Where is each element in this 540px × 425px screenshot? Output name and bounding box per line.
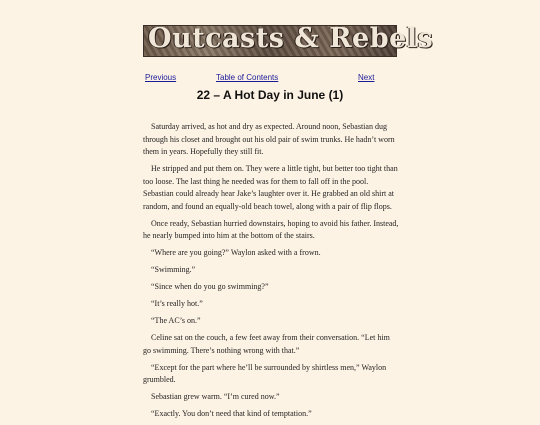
paragraph: “Since when do you go swimming?” <box>151 282 269 291</box>
paragraph: “Exactly. You don’t need that kind of temptation.” <box>151 409 312 418</box>
paragraph: “Except for the part where he’ll be surrounded by shirtless men,” Waylon grumbled. <box>143 362 387 384</box>
paragraph: “Swimming.” <box>151 265 196 274</box>
banner-title: Outcasts & Rebels <box>148 23 434 54</box>
paragraph: “The AC’s on.” <box>151 316 201 325</box>
paragraph: He stripped and put them on. They were a little tight, but better too tight than too loose. The last thing he needed was for them to fall off in the pool. Sebastian could already hear Jake’s laughter over it. He grabbed an old shirt at random, and found an equally-old beach towel, along with a pair of flip flops. <box>143 164 398 211</box>
paragraph: Sebastian grew warm. “I’m cured now.” <box>151 392 280 401</box>
table-of-contents-link[interactable]: Table of Contents <box>216 73 279 82</box>
paragraph: Celine sat on the couch, a few feet away from their conversation. “Let him go swimming. There’s nothing wrong with that.” <box>143 333 390 355</box>
paragraph: “Where are you going?” Waylon asked with a frown. <box>151 248 321 257</box>
chapter-title: 22 – A Hot Day in June (1) <box>196 88 344 102</box>
paragraph: Once ready, Sebastian hurried downstairs, hoping to avoid his father. Instead, he nearly bumped into him at the bottom of the stairs. <box>143 218 399 240</box>
paragraph: “It’s really hot.” <box>151 299 203 308</box>
chapter-text <box>143 121 399 425</box>
site-banner[interactable] <box>143 23 434 57</box>
paragraph: Saturday arrived, as hot and dry as expected. Around noon, Sebastian dug through his closet and brought out his old pair of swim trunks. He hadn’t worn them in years. Hopefully they still fit. <box>143 122 395 156</box>
next-link[interactable]: Next <box>358 73 375 82</box>
previous-link[interactable]: Previous <box>145 73 177 82</box>
